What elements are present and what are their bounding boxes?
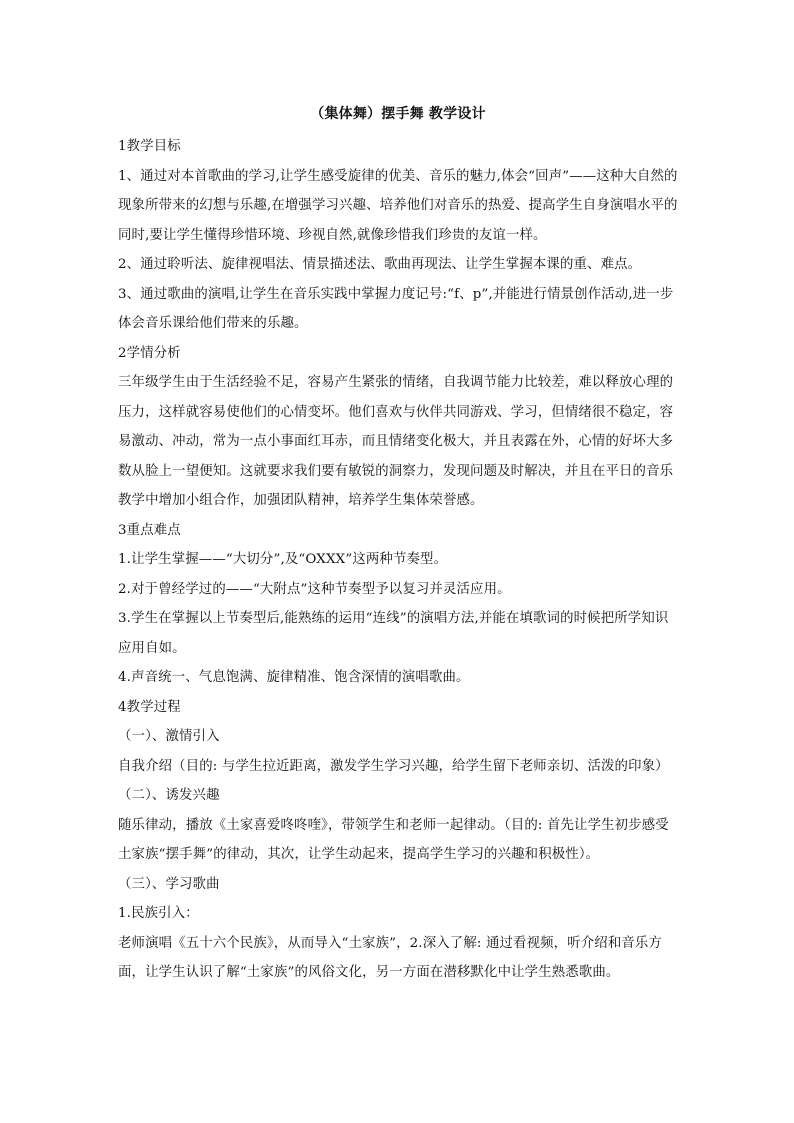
- paragraph: 1、通过对本首歌曲的学习,让学生感受旋律的优美、音乐的魅力,体会“回声”——这种大自然的现象所带来的幻想与乐趣,在增强学习兴趣、培养他们对音乐的热爱、提高学生自身演唱水平的同时,要让学生懂得珍惜环境、珍视自然,就像珍惜我们珍贵的友谊一样。: [118, 168, 678, 243]
- paragraph: 自我介绍（目的: 与学生拉近距离，激发学生学习兴趣，给学生留下老师亲切、活泼的印象）: [118, 758, 669, 774]
- section-heading: 2学情分析: [118, 345, 181, 361]
- paragraph: 3、通过歌曲的演唱,让学生在音乐实践中掌握力度记号:“f、p”,并能进行情景创作活动,进一步体会音乐课给他们带来的乐趣。: [118, 286, 674, 331]
- paragraph: （三）、学习歌曲: [118, 876, 220, 892]
- paragraph: 老师演唱《五十六个民族》，从而导入“土家族”，2.深入了解: 通过看视频，听介绍和音乐方面，让学生认识了解“土家族”的风俗文化，另一方面在潜移默化中让学生熟悉歌曲。: [118, 935, 662, 980]
- paragraph: 2、通过聆听法、旋律视唱法、情景描述法、歌曲再现法、让学生掌握本课的重、难点。: [118, 257, 642, 272]
- paragraph: 3.学生在掌握以上节奏型后,能熟练的运用“连线”的演唱方法,并能在填歌词的时候把所学知识应用自如。: [118, 611, 669, 656]
- paragraph: 1.民族引入：: [118, 906, 199, 921]
- paragraph: （二）、诱发兴趣: [118, 788, 220, 803]
- section-teaching-goals: [118, 132, 678, 339]
- paragraph: （一）、激情引入: [118, 729, 220, 744]
- paragraph: 4.声音统一、气息饱满、旋律精准、饱含深情的演唱歌曲。: [118, 670, 470, 685]
- section-key-points: [118, 516, 678, 693]
- paragraph: 三年级学生由于生活经验不足，容易产生紧张的情绪，自我调节能力比较差，难以释放心理的压力，这样就容易使他们的心情变坏。他们喜欢与伙伴共同游戏、学习，但情绪很不稳定，容易激动、冲动，常为一点小事面红耳赤，而且情绪变化极大，并且表露在外，心情的好坏大多数从脸上一望便知。这就要求我们要有敏锐的洞察力，发现问题及时解决，并且在平日的音乐教学中增加小组合作，加强团队精神，培养学生集体荣誉感。: [118, 375, 674, 508]
- section-heading: 1教学目标: [118, 139, 181, 154]
- section-teaching-process: [118, 693, 678, 988]
- paragraph: 1.让学生掌握——“大切分”,及“OXXX”这两种节奏型。: [118, 552, 448, 567]
- paragraph: 2.对于曾经学过的——“大附点”这种节奏型予以复习并灵活应用。: [118, 581, 511, 597]
- paragraph: 随乐律动，播放《土家喜爱咚咚喹》，带领学生和老师一起律动。（目的: 首先让学生初步感受土家族“摆手舞”的律动，其次，让学生动起来，提高学生学习的兴趣和积极性）。: [118, 817, 669, 862]
- section-heading: 3重点难点: [118, 522, 181, 538]
- section-heading: 4教学过程: [118, 699, 181, 715]
- document-body: [118, 102, 678, 988]
- section-student-analysis: [118, 339, 678, 516]
- document-title: （集体舞）摆手舞 教学设计: [310, 106, 486, 122]
